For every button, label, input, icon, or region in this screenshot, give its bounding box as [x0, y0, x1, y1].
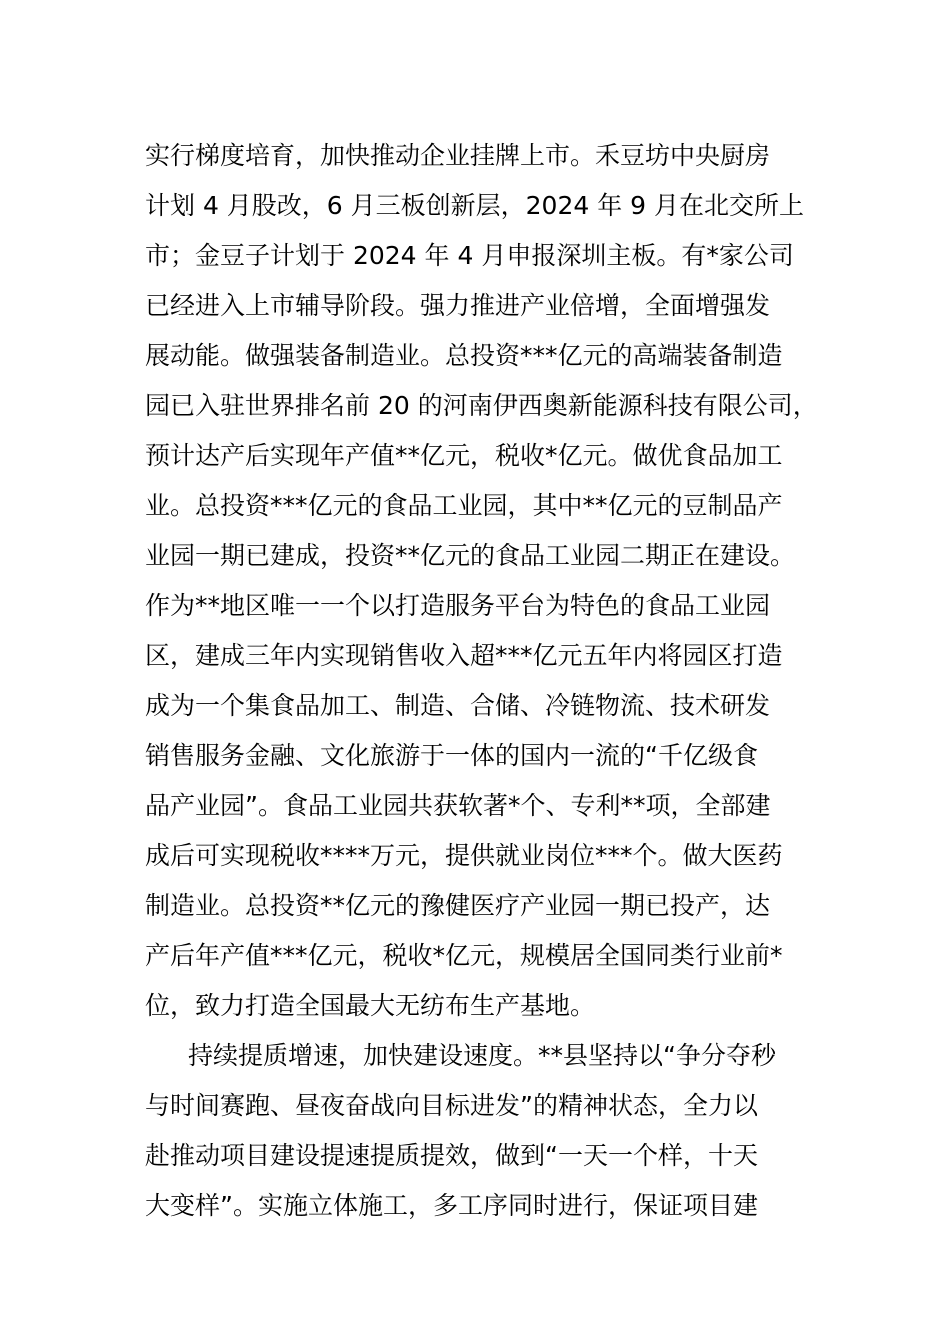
text-line-15: 成后可实现税收****万元，提供就业岗位***个。做大医药: [145, 841, 783, 870]
text-line-6: 园已入驻世界排名前 20 的河南伊西奥新能源科技有限公司，: [145, 391, 818, 420]
text-line-21: 赴推动项目建设提速提质提效，做到“一天一个样，十天: [145, 1141, 758, 1170]
text-line-9: 业园一期已建成，投资**亿元的食品工业园二期正在建设。: [145, 541, 796, 570]
text-line-11: 区，建成三年内实现销售收入超***亿元五年内将园区打造: [145, 641, 783, 670]
text-line-19-paragraph-start: 持续提质增速，加快建设速度。**县坚持以“争分夺秒: [188, 1041, 776, 1070]
text-line-1: 实行梯度培育，加快推动企业挂牌上市。禾豆坊中央厨房: [145, 141, 771, 170]
text-line-13: 销售服务金融、文化旅游于一体的国内一流的“千亿级食: [145, 741, 758, 770]
text-line-7: 预计达产后实现年产值**亿元，税收*亿元。做优食品加工: [145, 441, 783, 470]
text-line-12: 成为一个集食品加工、制造、合储、冷链物流、技术研发: [145, 691, 771, 720]
text-line-2: 计划 4 月股改，6 月三板创新层，2024 年 9 月在北交所上: [145, 191, 805, 220]
text-line-8: 业。总投资***亿元的食品工业园，其中**亿元的豆制品产: [145, 491, 783, 520]
text-line-22: 大变样”。实施立体施工，多工序同时进行，保证项目建: [145, 1191, 758, 1220]
text-line-17: 产后年产值***亿元，税收*亿元，规模居全国同类行业前*: [145, 941, 783, 970]
text-line-10: 作为**地区唯一一个以打造服务平台为特色的食品工业园: [145, 591, 771, 620]
text-line-14: 品产业园”。食品工业园共获软著*个、专利**项，全部建: [145, 791, 771, 820]
text-line-5: 展动能。做强装备制造业。总投资***亿元的高端装备制造: [145, 341, 783, 370]
text-line-20: 与时间赛跑、昼夜奋战向目标进发”的精神状态，全力以: [145, 1091, 758, 1120]
text-line-3: 市；金豆子计划于 2024 年 4 月申报深圳主板。有*家公司: [145, 241, 794, 270]
text-line-16: 制造业。总投资**亿元的豫健医疗产业园一期已投产，达: [145, 891, 771, 920]
text-line-18: 位，致力打造全国最大无纺布生产基地。: [145, 991, 596, 1020]
text-line-4: 已经进入上市辅导阶段。强力推进产业倍增，全面增强发: [145, 291, 771, 320]
